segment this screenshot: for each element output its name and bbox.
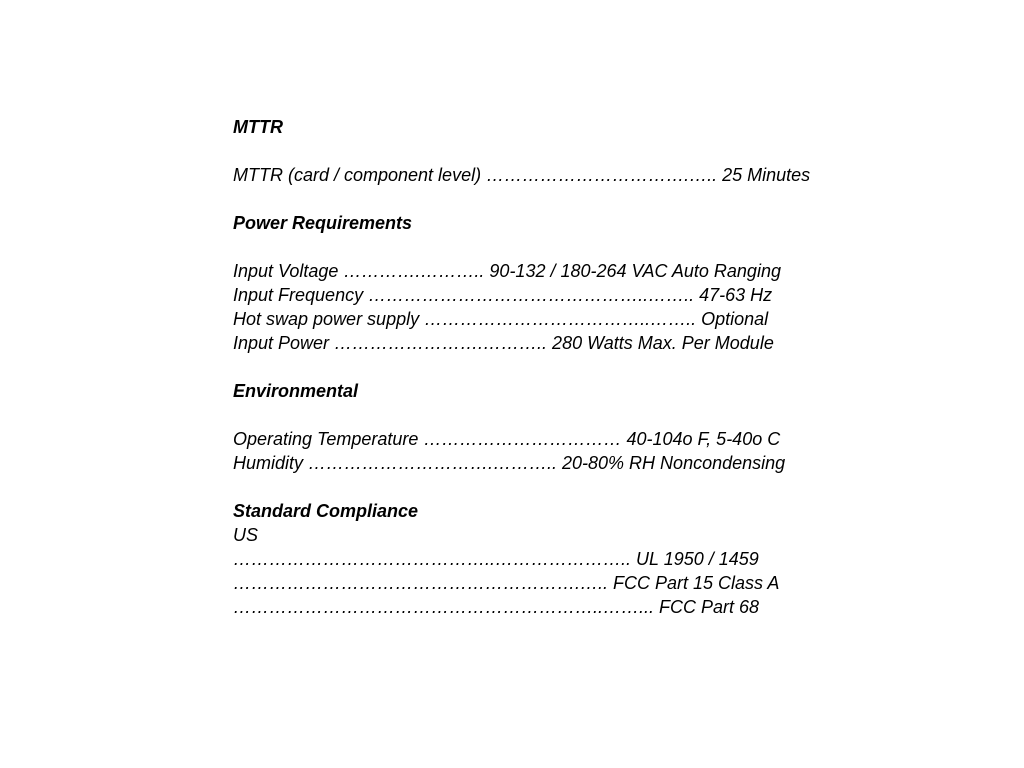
input-power-line: Input Power …………………….……….. 280 Watts Max. Per Module: [233, 333, 774, 353]
compliance-region-label: US: [233, 525, 259, 545]
spacer: [233, 475, 953, 499]
humidity-line: Humidity ………………………….……….. 20-80% RH Noncondensing: [233, 453, 786, 473]
fcc-part-68-line: ……………………………………………………..……... FCC Part 68: [233, 597, 760, 617]
ul-compliance-line: ……………………………………..………………….. UL 1950 / 1459: [233, 549, 759, 569]
fcc-part-15-line: ………………………………………………….….. FCC Part 15 Class A: [233, 573, 780, 593]
spacer: [233, 403, 953, 427]
spacer: [233, 355, 953, 379]
operating-temperature-line: Operating Temperature …………………………… 40-104o F, 5-40o C: [233, 429, 781, 449]
input-frequency-line: Input Frequency ………………………………………..…….. 47-63 Hz: [233, 285, 773, 305]
hot-swap-power-supply-line: Hot swap power supply ………………………………..…….. Optional: [233, 309, 769, 329]
mttr-heading: MTTR: [233, 117, 283, 137]
spacer: [233, 235, 953, 259]
mttr-line: MTTR (card / component level) …………………………….….. 25 Minutes: [233, 165, 811, 185]
environmental-heading: Environmental: [233, 381, 359, 401]
standard-compliance-heading: Standard Compliance: [233, 501, 419, 521]
power-requirements-heading: Power Requirements: [233, 213, 413, 233]
spec-document: [233, 115, 953, 619]
spacer: [233, 187, 953, 211]
input-voltage-line: Input Voltage ………….……….. 90-132 / 180-264 VAC Auto Ranging: [233, 261, 781, 281]
spacer: [233, 139, 953, 163]
